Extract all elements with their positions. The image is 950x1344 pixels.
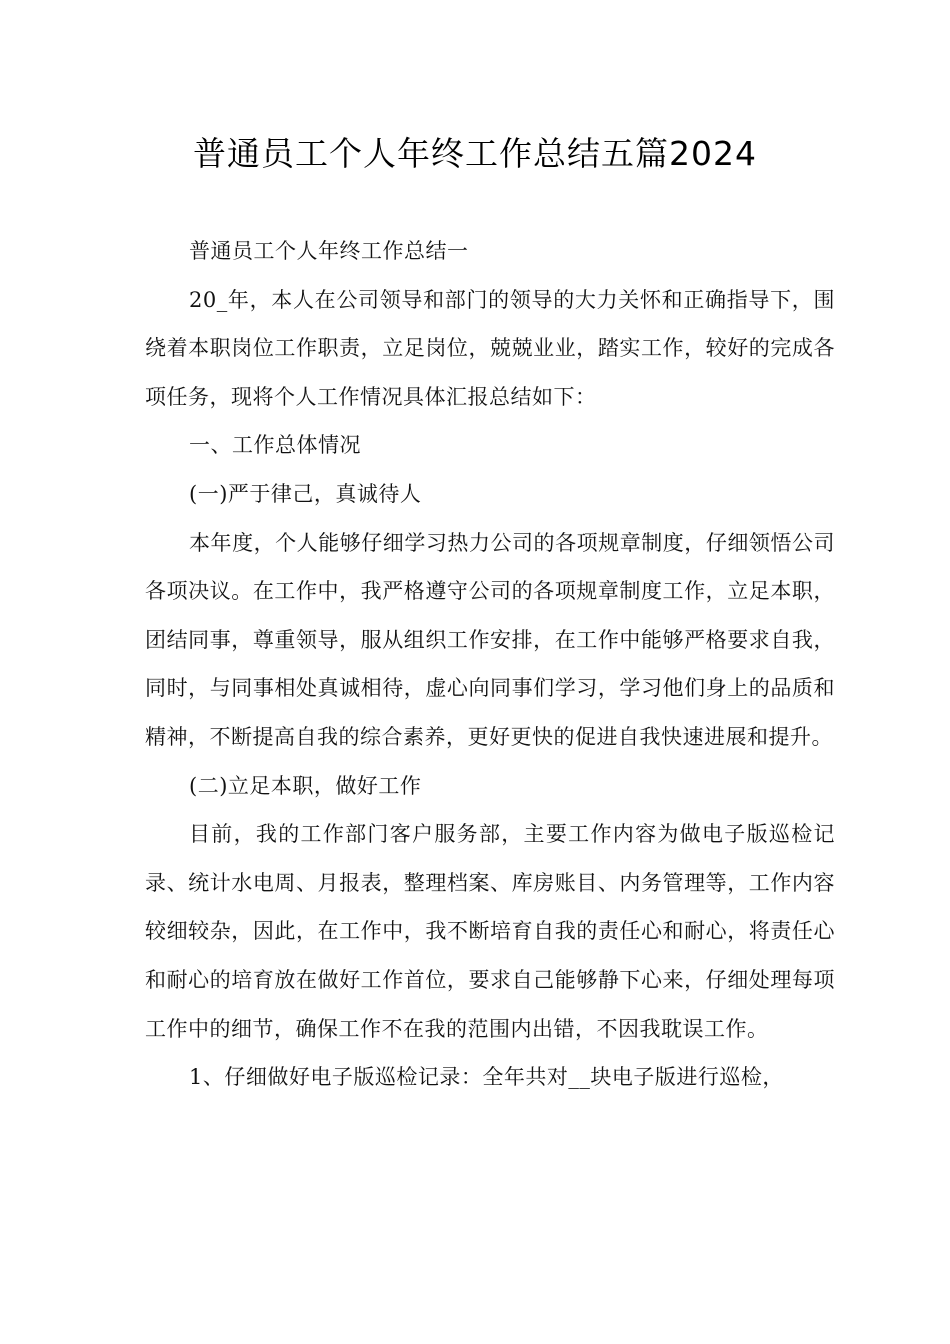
document-body [145,227,835,1102]
list-item-inspection-records: 1、仔细做好电子版巡检记录：全年共对__块电子版进行巡检， [189,1065,784,1090]
subheading-self-discipline: (一)严于律己，真诚待人 [189,481,422,506]
section-heading-overall: 一、工作总体情况 [189,433,361,458]
section-heading-summary-one: 普通员工个人年终工作总结一 [189,239,469,263]
subheading-do-the-job: (二)立足本职，做好工作 [189,773,422,798]
document-title: 普通员工个人年终工作总结五篇2024 [193,134,757,173]
paragraph-do-the-job: 目前，我的工作部门客户服务部，主要工作内容为做电子版巡检记录、统计水电周、月报表，整理档案、库房账目、内务管理等，工作内容较细较杂，因此，在工作中，我不断培育自我的责任心和耐心，将责任心和耐心的培育放在做好工作首位，要求自己能够静下心来，仔细处理每项工作中的细节，确保工作不在我的范围内出错，不因我耽误工作。 [145,822,835,1041]
intro-paragraph: 20_年，本人在公司领导和部门的领导的大力关怀和正确指导下，围绕着本职岗位工作职责，立足岗位，兢兢业业，踏实工作，较好的完成各项任务，现将个人工作情况具体汇报总结如下： [145,287,835,409]
paragraph-self-discipline: 本年度，个人能够仔细学习热力公司的各项规章制度，仔细领悟公司各项决议。在工作中，我严格遵守公司的各项规章制度工作，立足本职，团结同事，尊重领导，服从组织工作安排，在工作中能够严格要求自我，同时，与同事相处真诚相待，虚心向同事们学习，学习他们身上的品质和精神，不断提高自我的综合素养，更好更快的促进自我快速进展和提升。 [145,530,835,749]
